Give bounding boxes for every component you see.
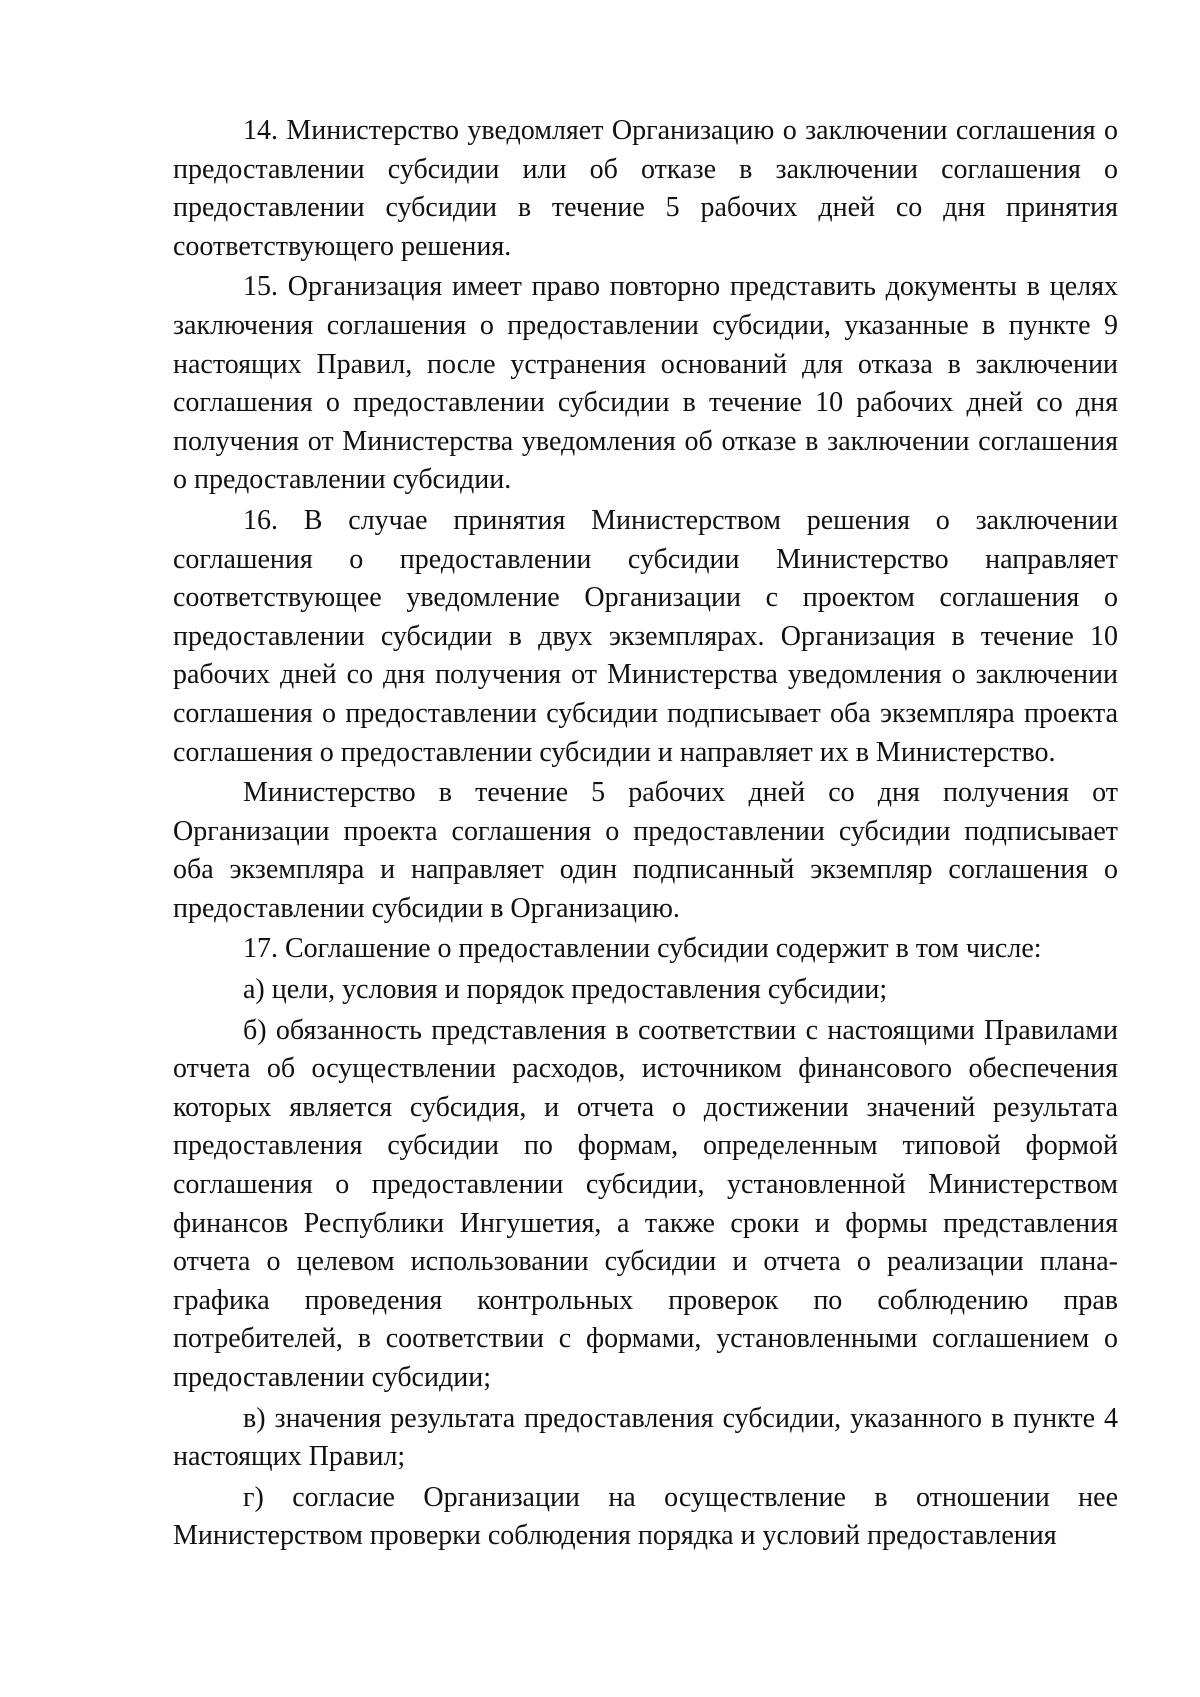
paragraph-17-item-g: г) согласие Организации на осуществление в отношении нее Министерством проверки соблюдения порядка и условий предоставления (173, 1481, 1118, 1552)
paragraph-15: 15. Организация имеет право повторно представить документы в целях заключения соглашения о предоставлении субсидии, указанные в пункте 9 настоящих Правил, после устранения оснований для отказа в заключении соглашения о предоставлении субсидии в течение 10 рабочих дней со дня получения от Министерства уведомления об отказе в заключении соглашения о предоставлении субсидии. (173, 271, 1118, 496)
paragraph-14: 14. Министерство уведомляет Организацию о заключении соглашения о предоставлении субсидии или об отказе в заключении соглашения о предоставлении субсидии в течение 5 рабочих дней со дня принятия соответствующего решения. (173, 115, 1118, 262)
paragraph-17-item-v: в) значения результата предоставления субсидии, указанного в пункте 4 настоящих Правил; (173, 1402, 1118, 1473)
paragraph-17-item-b: б) обязанность представления в соответствии с настоящими Правилами отчета об осуществлении расходов, источником финансового обеспечения которых является субсидия, и отчета о достижении значений результата предоставления субсидии по формам, определенным типовой формой соглашения о предоставлении субсидии, установленной Министерством финансов Республики Ингушетия, а также сроки и формы представления отчета о целевом использовании субсидии и отчета о реализации плана-графика проведения контрольных проверок по соблюдению прав потребителей, в соответствии с формами, установленными соглашением о предоставлении субсидии; (173, 1014, 1118, 1393)
paragraph-16-continued: Министерство в течение 5 рабочих дней со дня получения от Организации проекта соглашения о предоставлении субсидии подписывает оба экземпляра и направляет один подписанный экземпляр соглашения о предоставлении субсидии в Организацию. (173, 777, 1118, 924)
document-body (173, 112, 1118, 1556)
paragraph-17-item-a: а) цели, условия и порядок предоставления субсидии; (243, 974, 888, 1006)
paragraph-17: 17. Соглашение о предоставлении субсидии содержит в том числе: (243, 933, 1042, 965)
paragraph-16: 16. В случае принятия Министерством решения о заключении соглашения о предоставлении субсидии Министерство направляет соответствующее уведомление Организации с проектом соглашения о предоставлении субсидии в двух экземплярах. Организация в течение 10 рабочих дней со дня получения от Министерства уведомления о заключении соглашения о предоставлении субсидии подписывает оба экземпляра проекта соглашения о предоставлении субсидии и направляет их в Министерство. (173, 504, 1118, 768)
